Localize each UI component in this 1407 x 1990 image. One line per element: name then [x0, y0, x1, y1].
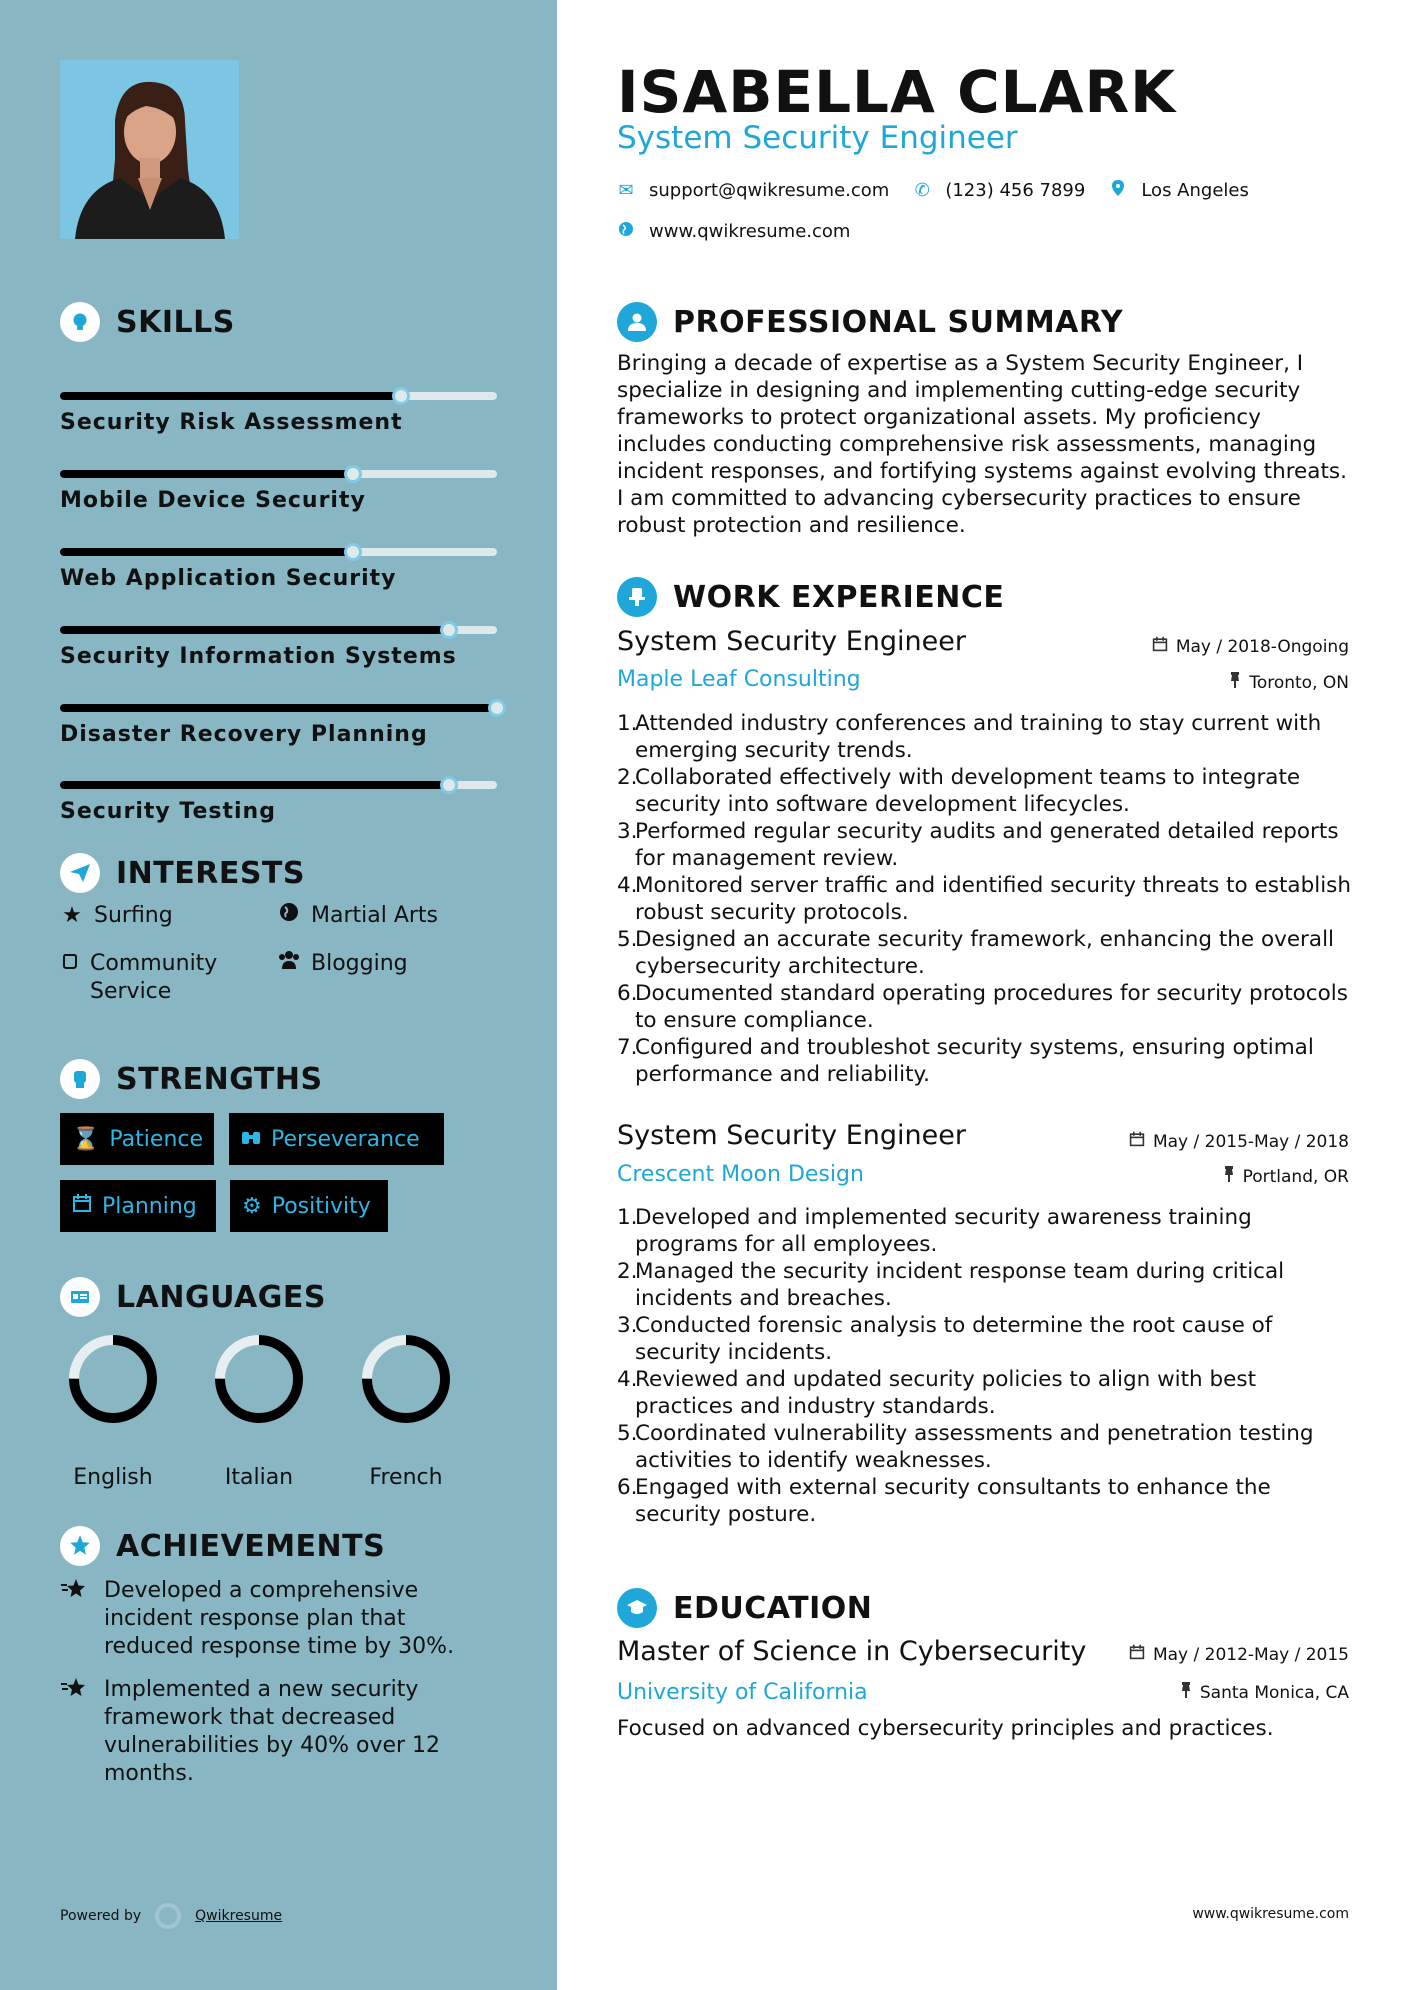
- strength-badge: [60, 1180, 216, 1232]
- list-item: [617, 926, 1357, 980]
- interest-label: Surfing: [94, 903, 173, 928]
- languages-title: LANGUAGES: [116, 1279, 326, 1315]
- language-label: Italian: [224, 1465, 294, 1490]
- skill-bar-knob: [344, 543, 362, 561]
- website-text[interactable]: www.qwikresume.com: [649, 221, 851, 242]
- job-company: Crescent Moon Design: [617, 1162, 864, 1187]
- list-text: Engaged with external security consultants to enhance the security posture.: [635, 1475, 1271, 1527]
- achievement-item: [60, 1676, 480, 1788]
- interest-blogging: [277, 950, 408, 978]
- job-responsibilities: [617, 1204, 1357, 1528]
- list-number: 5.: [617, 927, 638, 952]
- interest-martial-arts: [277, 902, 438, 930]
- list-number: 6.: [617, 981, 638, 1006]
- calendar-icon: [72, 1193, 92, 1219]
- pin-icon: [1229, 672, 1241, 693]
- skill-bar-knob: [344, 465, 362, 483]
- website-row: [617, 221, 850, 242]
- list-item: [617, 1474, 1357, 1528]
- interest-label: Blogging: [311, 951, 408, 976]
- job-date-text: May / 2015-May / 2018: [1152, 1131, 1349, 1152]
- envelope-icon: ✉: [618, 180, 634, 201]
- language-item: [199, 1333, 319, 1490]
- job-location: [1223, 1166, 1349, 1187]
- qwikresume-link[interactable]: Qwikresume: [195, 1908, 283, 1924]
- paper-plane-icon: [60, 853, 100, 893]
- pin-icon: [1223, 1166, 1235, 1187]
- job-location: [1229, 672, 1349, 693]
- list-text: Performed regular security audits and generated detailed reports for management review.: [635, 819, 1339, 871]
- achievements-heading: [60, 1526, 385, 1566]
- skill-bar: [60, 548, 497, 556]
- strength-label: Perseverance: [271, 1126, 420, 1152]
- qwikresume-logo-icon: [155, 1903, 181, 1929]
- achievement-text: Developed a comprehensive incident response plan that reduced response time by 30%.: [104, 1578, 455, 1659]
- hourglass-icon: ⌛: [72, 1126, 100, 1152]
- interest-surfing: [60, 902, 173, 930]
- list-number: 1.: [617, 1205, 638, 1230]
- list-number: 2.: [617, 765, 638, 790]
- skill-bar-fill: [60, 392, 401, 400]
- list-item: [617, 980, 1357, 1034]
- graduation-icon: [617, 1588, 657, 1628]
- skill-label: Security Information Systems: [60, 644, 457, 669]
- fist-icon: [60, 1059, 100, 1099]
- list-number: 1.: [617, 711, 638, 736]
- briefcase-icon: [617, 577, 657, 617]
- list-text: Attended industry conferences and training to stay current with emerging security trends.: [635, 711, 1322, 763]
- users-icon: [277, 950, 301, 978]
- interests-title: INTERESTS: [116, 855, 305, 891]
- interest-community-service: [60, 950, 250, 1006]
- list-text: Monitored server traffic and identified security threats to establish robust security protocols.: [635, 873, 1351, 925]
- footer-url[interactable]: www.qwikresume.com: [1192, 1906, 1349, 1922]
- pin-icon: [1180, 1682, 1192, 1703]
- list-number: 2.: [617, 1259, 638, 1284]
- skill-bar: [60, 470, 497, 478]
- star-badge-icon: [60, 1526, 100, 1566]
- list-item: [617, 764, 1357, 818]
- strength-badge: [229, 1113, 444, 1165]
- skill-bar-knob: [440, 776, 458, 794]
- education-date: [1129, 1644, 1349, 1665]
- hand-icon: [60, 950, 80, 978]
- skill-label: Security Risk Assessment: [60, 410, 403, 435]
- skill-bar-knob: [392, 387, 410, 405]
- calendar-icon: [1152, 636, 1168, 657]
- profile-photo: [60, 60, 239, 239]
- education-description: Focused on advanced cybersecurity principles and practices.: [617, 1716, 1274, 1741]
- list-text: Documented standard operating procedures for security protocols to ensure compliance.: [635, 981, 1348, 1033]
- list-text: Managed the security incident response team during critical incidents and breaches.: [635, 1259, 1285, 1311]
- sidebar: [0, 0, 557, 1990]
- job-date: [1152, 636, 1349, 657]
- strength-label: Patience: [109, 1126, 204, 1152]
- list-item: [617, 710, 1357, 764]
- interest-label: Martial Arts: [311, 903, 439, 928]
- language-donut: [360, 1333, 452, 1425]
- list-number: 7.: [617, 1035, 638, 1060]
- school-name: University of California: [617, 1680, 868, 1705]
- powered-by: [60, 1903, 282, 1929]
- list-text: Reviewed and updated security policies to align with best practices and industry standards.: [635, 1367, 1257, 1419]
- skill-bar: [60, 626, 497, 634]
- list-item: [617, 1366, 1357, 1420]
- map-pin-icon: [1109, 180, 1127, 201]
- globe-icon: [617, 221, 635, 242]
- skill-label: Mobile Device Security: [60, 488, 366, 513]
- job-responsibilities: [617, 710, 1357, 1088]
- skill-bar-knob: [488, 699, 506, 717]
- skill-bar-knob: [440, 621, 458, 639]
- education-location-text: Santa Monica, CA: [1199, 1682, 1349, 1703]
- skill-bar: [60, 392, 497, 400]
- job-title: System Security Engineer: [617, 1120, 966, 1151]
- summary-heading: [617, 302, 1123, 342]
- language-donut: [213, 1333, 305, 1425]
- star-icon: ★: [62, 903, 82, 928]
- skill-bar: [60, 781, 497, 789]
- job-date-text: May / 2018-Ongoing: [1175, 636, 1349, 657]
- job-title: System Security Engineer: [617, 626, 966, 657]
- language-item: [346, 1333, 466, 1490]
- list-item: [617, 872, 1357, 926]
- skill-bar-fill: [60, 626, 449, 634]
- candidate-role: System Security Engineer: [617, 120, 1018, 156]
- skill-label: Web Application Security: [60, 566, 397, 591]
- list-number: 3.: [617, 819, 638, 844]
- list-number: 3.: [617, 1313, 638, 1338]
- summary-title: PROFESSIONAL SUMMARY: [673, 304, 1124, 340]
- strengths-title: STRENGTHS: [116, 1061, 323, 1097]
- list-item: [617, 1258, 1357, 1312]
- achievement-item: [60, 1577, 480, 1661]
- list-item: [617, 1312, 1357, 1366]
- skills-title: SKILLS: [116, 304, 235, 340]
- strength-badge: [60, 1113, 214, 1165]
- list-item: [617, 1034, 1357, 1088]
- summary-text: Bringing a decade of expertise as a System Security Engineer, I specialize in designing and implementing cutting-edge security frameworks to protect organizational assets. My proficiency includes conducting comprehensive risk assessments, managing incident responses, and fortifying systems against evolving threats. I am committed to advancing cybersecurity practices to ensure robust protection and resilience.: [617, 351, 1347, 538]
- list-item: [617, 1204, 1357, 1258]
- skill-bar-fill: [60, 781, 449, 789]
- language-label: English: [73, 1465, 153, 1490]
- education-date-text: May / 2012-May / 2015: [1152, 1644, 1349, 1665]
- skill-bar-fill: [60, 704, 497, 712]
- skill-bar-fill: [60, 548, 353, 556]
- skill-bar: [60, 704, 497, 712]
- strengths-heading: [60, 1059, 323, 1099]
- skill-label: Disaster Recovery Planning: [60, 722, 428, 747]
- list-number: 5.: [617, 1421, 638, 1446]
- language-item: [53, 1333, 173, 1490]
- user-icon: [617, 302, 657, 342]
- achievement-text: Implemented a new security framework that decreased vulnerabilities by 40% over 12 months.: [104, 1677, 441, 1786]
- email-text[interactable]: support@qwikresume.com: [649, 180, 890, 201]
- calendar-icon: [1129, 1644, 1145, 1665]
- skill-label: Security Testing: [60, 799, 276, 824]
- list-item: [617, 818, 1357, 872]
- experience-heading: [617, 577, 1004, 617]
- list-text: Developed and implemented security awareness training programs for all employees.: [635, 1205, 1252, 1257]
- job-location-text: Portland, OR: [1242, 1166, 1349, 1187]
- interest-label: Community Service: [90, 951, 218, 1004]
- skills-heading: [60, 302, 235, 342]
- globe-icon: [277, 902, 301, 930]
- list-item: [617, 1420, 1357, 1474]
- list-text: Conducted forensic analysis to determine the root cause of security incidents.: [635, 1313, 1273, 1365]
- strength-label: Planning: [102, 1193, 197, 1219]
- interests-heading: [60, 853, 305, 893]
- skill-bar-fill: [60, 470, 353, 478]
- trophy-star-icon: [60, 1577, 92, 1661]
- contact-row: [617, 180, 1249, 201]
- list-text: Designed an accurate security framework, enhancing the overall cybersecurity architecture.: [635, 927, 1335, 979]
- education-heading: [617, 1588, 872, 1628]
- list-number: 4.: [617, 1367, 638, 1392]
- education-title: EDUCATION: [673, 1590, 873, 1626]
- lightbulb-icon: [60, 302, 100, 342]
- education-location: [1180, 1682, 1349, 1703]
- phone-text: (123) 456 7899: [945, 180, 1086, 201]
- list-text: Configured and troubleshot security systems, ensuring optimal performance and reliability.: [635, 1035, 1314, 1087]
- powered-by-label: Powered by: [60, 1908, 142, 1924]
- location-text: Los Angeles: [1141, 180, 1249, 201]
- languages-heading: [60, 1277, 326, 1317]
- job-location-text: Toronto, ON: [1249, 672, 1349, 693]
- experience-title: WORK EXPERIENCE: [673, 579, 1005, 615]
- trophy-star-icon: [60, 1676, 92, 1788]
- list-text: Coordinated vulnerability assessments and penetration testing activities to identify weaknesses.: [635, 1421, 1314, 1473]
- list-number: 4.: [617, 873, 638, 898]
- binoculars-icon: [241, 1127, 261, 1152]
- calendar-icon: [1129, 1131, 1145, 1152]
- list-text: Collaborated effectively with development teams to integrate security into software development lifecycles.: [635, 765, 1301, 817]
- achievements-title: ACHIEVEMENTS: [116, 1528, 386, 1564]
- job-date: [1129, 1131, 1349, 1152]
- phone-icon: ✆: [914, 180, 930, 201]
- id-card-icon: [60, 1277, 100, 1317]
- degree-title: Master of Science in Cybersecurity: [617, 1636, 1087, 1667]
- language-donut: [67, 1333, 159, 1425]
- strength-badge: [230, 1180, 388, 1232]
- gear-icon: ⚙: [242, 1193, 262, 1219]
- candidate-name: ISABELLA CLARK: [617, 58, 1177, 126]
- list-number: 6.: [617, 1475, 638, 1500]
- job-company: Maple Leaf Consulting: [617, 667, 861, 692]
- language-label: French: [369, 1465, 443, 1490]
- strength-label: Positivity: [271, 1193, 371, 1219]
